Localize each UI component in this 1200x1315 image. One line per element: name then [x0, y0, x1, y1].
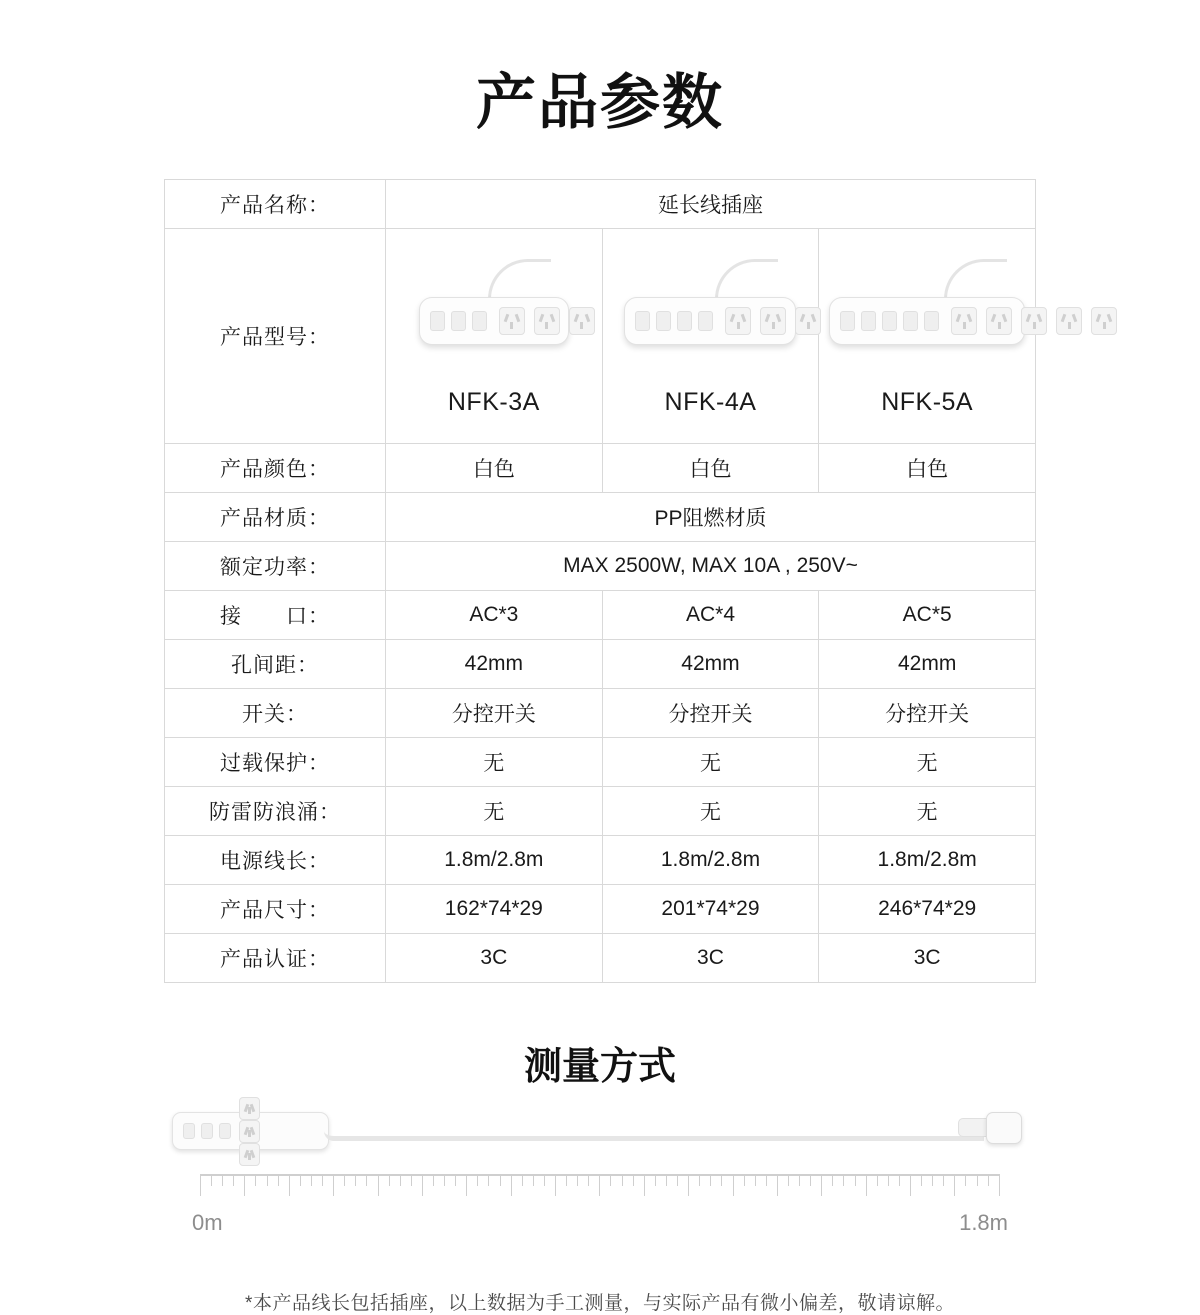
row-label: 产品颜色： — [165, 444, 386, 493]
row-value: 无 — [602, 787, 819, 836]
plug-icon — [950, 1106, 1022, 1146]
row-value: 3C — [386, 934, 603, 983]
row-value: MAX 2500W, MAX 10A , 250V~ — [386, 542, 1036, 591]
cable-icon — [324, 1126, 984, 1141]
cord-icon — [488, 259, 551, 302]
socket-icon — [795, 307, 821, 335]
table-row — [165, 229, 1036, 444]
socket-icon — [760, 307, 786, 335]
row-value: 无 — [819, 787, 1036, 836]
product-cell-nfk3a — [386, 229, 603, 444]
product-cell-nfk5a — [819, 229, 1036, 444]
spec-table — [164, 179, 1036, 983]
row-label: 产品认证： — [165, 934, 386, 983]
measure-title: 测量方式 — [523, 1046, 676, 1088]
footnote: *本产品线长包括插座，以上数据为手工测量，与实际产品有微小偏差，敬请谅解。 — [245, 1293, 955, 1314]
socket-icon — [569, 307, 595, 335]
power-strip-illustration — [829, 297, 1025, 345]
product-image-nfk5a — [823, 256, 1031, 386]
table-row — [165, 542, 1036, 591]
row-label: 过载保护： — [165, 738, 386, 787]
spec-table-container — [164, 179, 1036, 983]
socket-group — [239, 1097, 260, 1166]
table-row — [165, 591, 1036, 640]
table-row — [165, 787, 1036, 836]
table-row — [165, 444, 1036, 493]
row-value: 无 — [819, 738, 1036, 787]
table-row — [165, 934, 1036, 983]
row-label: 电源线长： — [165, 836, 386, 885]
model-name: NFK-4A — [664, 387, 757, 416]
socket-group — [951, 307, 1117, 335]
socket-icon — [534, 307, 560, 335]
row-value: 42mm — [602, 640, 819, 689]
socket-icon — [239, 1120, 260, 1143]
socket-icon — [239, 1143, 260, 1166]
row-label: 防雷防浪涌： — [165, 787, 386, 836]
socket-icon — [499, 307, 525, 335]
table-row — [165, 493, 1036, 542]
row-value: 3C — [602, 934, 819, 983]
socket-icon — [1021, 307, 1047, 335]
socket-icon — [725, 307, 751, 335]
power-strip-illustration — [419, 297, 569, 345]
row-value: AC*4 — [602, 591, 819, 640]
model-name: NFK-3A — [447, 387, 540, 416]
row-label: 接 口： — [165, 591, 386, 640]
socket-icon — [951, 307, 977, 335]
measure-illustration — [164, 1102, 1036, 1282]
ruler-labels — [192, 1210, 1008, 1236]
row-value: 延长线插座 — [386, 180, 1036, 229]
socket-icon — [1056, 307, 1082, 335]
row-value: 白色 — [602, 444, 819, 493]
cord-icon — [944, 259, 1007, 302]
cord-icon — [715, 259, 778, 302]
switch-group — [840, 311, 939, 331]
row-value: 201*74*29 — [602, 885, 819, 934]
row-value: 1.8m/2.8m — [386, 836, 603, 885]
row-value: 42mm — [386, 640, 603, 689]
row-value: PP阻燃材质 — [386, 493, 1036, 542]
row-value: 3C — [819, 934, 1036, 983]
row-value: 无 — [386, 787, 603, 836]
table-row — [165, 180, 1036, 229]
row-value: 246*74*29 — [819, 885, 1036, 934]
table-row — [165, 836, 1036, 885]
row-label: 开关： — [165, 689, 386, 738]
page-title: 产品参数 — [476, 69, 724, 136]
row-label: 产品材质： — [165, 493, 386, 542]
row-value: 白色 — [386, 444, 603, 493]
power-strip-illustration — [172, 1112, 329, 1150]
product-image-nfk4a — [607, 256, 815, 386]
switch-group — [635, 311, 713, 331]
switch-group — [183, 1123, 231, 1139]
table-row — [165, 640, 1036, 689]
table-row — [165, 738, 1036, 787]
row-label: 产品尺寸： — [165, 885, 386, 934]
row-value: AC*3 — [386, 591, 603, 640]
row-label: 孔间距： — [165, 640, 386, 689]
row-value: 白色 — [819, 444, 1036, 493]
row-value: 1.8m/2.8m — [819, 836, 1036, 885]
row-value: AC*5 — [819, 591, 1036, 640]
socket-icon — [986, 307, 1012, 335]
row-label: 产品型号： — [165, 229, 386, 444]
table-row — [165, 885, 1036, 934]
switch-group — [430, 311, 487, 331]
ruler-start-label: 0m — [192, 1210, 223, 1235]
row-value: 42mm — [819, 640, 1036, 689]
ruler-ticks — [200, 1176, 1000, 1210]
ruler-end-label: 1.8m — [959, 1210, 1008, 1235]
product-cell-nfk4a — [602, 229, 819, 444]
ruler-scale — [200, 1174, 1000, 1210]
socket-group — [499, 307, 595, 335]
row-value: 无 — [602, 738, 819, 787]
product-image-nfk3a — [390, 256, 598, 386]
row-label: 额定功率： — [165, 542, 386, 591]
row-value: 分控开关 — [819, 689, 1036, 738]
model-name: NFK-5A — [881, 387, 974, 416]
row-value: 分控开关 — [386, 689, 603, 738]
row-value: 1.8m/2.8m — [602, 836, 819, 885]
row-value: 无 — [386, 738, 603, 787]
socket-icon — [1091, 307, 1117, 335]
table-row — [165, 689, 1036, 738]
row-label: 产品名称： — [165, 180, 386, 229]
row-value: 分控开关 — [602, 689, 819, 738]
power-strip-illustration — [624, 297, 796, 345]
row-value: 162*74*29 — [386, 885, 603, 934]
socket-icon — [239, 1097, 260, 1120]
